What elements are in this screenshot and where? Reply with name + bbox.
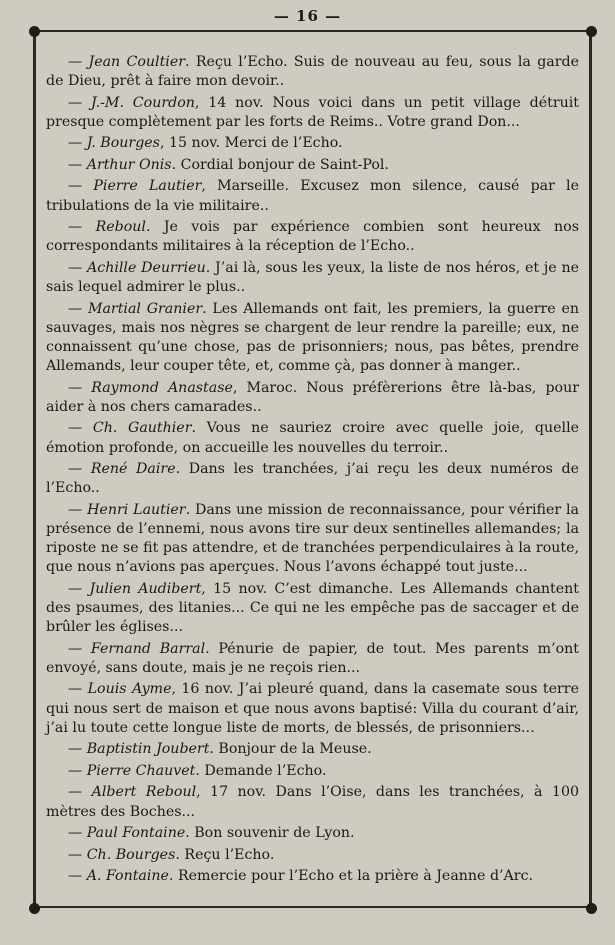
author-name: Baptistin Joubert (86, 741, 210, 758)
author-name: Julien Audibert (89, 580, 202, 597)
letter-text: , Maroc. Nous préfèrerions être là-bas, pour aider à nos chers camarades.. (46, 379, 579, 415)
letter-entry: — Albert Reboul, 17 nov. Dans l’Oise, dans les tranchées, à 100 mètres des Boches... (46, 784, 580, 820)
letter-entry: — Arthur Onis. Cordial bonjour de Saint-Pol. (68, 156, 389, 173)
corner-ornament (586, 903, 597, 914)
author-name: Louis Ayme (87, 681, 172, 698)
letter-entry: — Julien Audibert, 15 nov. C’est dimanche. Les Allemands chantent des psaumes, des litanies... Ce qui ne les empêche pas de saccager et de brûler les églises... (46, 580, 579, 636)
letter-entry: — Ch. Bourges. Reçu l’Echo. (68, 846, 275, 863)
page-number: — 16 — (273, 7, 342, 25)
author-name: Albert Reboul (91, 784, 197, 801)
author-name: Martial Granier (87, 300, 203, 317)
letter-text: . Cordial bonjour de Saint-Pol. (171, 156, 389, 173)
author-name: Arthur Onis (86, 156, 172, 173)
letter-text: , 17 nov. Dans l’Oise, dans les tranchées, à 100 mètres des Boches... (46, 784, 580, 820)
author-name: Jean Coultier (88, 54, 185, 70)
letter-entry: — Baptistin Joubert. Bonjour de la Meuse. (68, 741, 372, 758)
author-name: A. Fontaine (86, 868, 169, 885)
letter-text: , 15 nov. Merci de l’Echo. (159, 135, 343, 152)
letter-text: . Demande l’Echo. (195, 762, 327, 779)
author-name: Pierre Lautier (93, 178, 202, 195)
letter-text: . Remercie pour l’Echo et la prière à Jeanne d’Arc. (168, 868, 534, 885)
letter-text: . Les Allemands ont fait, les premiers, la guerre en sauvages, mais nos nègres se chargent de leur rendre la pareille; eux, ne connaissent qu’une chose, pas de prisonniers; nous, pas bêtes, prendre Allemands, leur couper tête, et, comme çà, pas donner à manger.. (46, 300, 579, 375)
letter-text: , 15 nov. C’est dimanche. Les Allemands chantent des psaumes, des litanies... Ce qui ne les empêche pas de saccager et de brûler les églises... (46, 580, 579, 636)
letter-text: . Je vois par expérience combien sont heureux nos correspondants militaires à la réception de l’Echo.. (46, 219, 579, 255)
author-name: Pierre Chauvet (86, 762, 196, 779)
author-name: Ch. Bourges (86, 846, 176, 863)
letter-entry: — Achille Deurrieu. J’ai là, sous les yeux, la liste de nos héros, et je ne sais lequel admirer le plus.. (46, 259, 579, 296)
letters-column (46, 53, 579, 889)
author-name: Ch. Gauthier (92, 420, 192, 437)
author-name: Raymond Anastase (91, 379, 233, 396)
letter-text: . Reçu l’Echo. (175, 846, 275, 863)
letter-entry: — René Daire. Dans les tranchées, j’ai reçu les deux numéros de l’Echo.. (46, 461, 580, 497)
letter-entry: — J. Bourges, 15 nov. Merci de l’Echo. (68, 135, 343, 152)
letter-entry: — Raymond Anastase, Maroc. Nous préfèrerions être là-bas, pour aider à nos chers camarades.. (46, 379, 579, 415)
letter-entry: — Pierre Chauvet. Demande l’Echo. (68, 762, 327, 779)
letter-text: . Bonjour de la Meuse. (209, 741, 372, 758)
author-name: J.-M. Courdon (91, 94, 195, 111)
letter-text: . Reçu l’Echo. Suis de nouveau au feu, sous la garde de Dieu, prêt à faire mon devoir.. (46, 54, 579, 90)
corner-ornament (29, 903, 40, 914)
author-name: Henri Lautier (87, 501, 186, 518)
letter-entry: — Paul Fontaine. Bon souvenir de Lyon. (68, 825, 355, 842)
letter-text: . Pénurie de papier, de tout. Mes parents m’ont envoyé, sans doute, mais je ne reçois rien... (46, 640, 579, 676)
letter-text: . Dans une mission de reconnaissance, pour vérifier la présence de l’ennemi, nous avons tire sur deux sentinelles allemandes; la riposte ne se fit pas attendre, et de tranchées perpendiculaires à la route, que nous n’avions pas aperçues. Nous l’avons échappé tout juste... (46, 501, 580, 576)
corner-ornament (29, 26, 40, 37)
letter-entry: — A. Fontaine. Remercie pour l’Echo et la prière à Jeanne d’Arc. (68, 868, 534, 885)
author-name: René Daire (90, 461, 176, 478)
letter-text: , Marseille. Excusez mon silence, causé par le tribulations de la vie militaire.. (46, 178, 579, 214)
author-name: Fernand Barral (90, 640, 206, 657)
letter-text: . Bon souvenir de Lyon. (185, 825, 355, 842)
author-name: Paul Fontaine (86, 825, 186, 842)
letter-text: . Vous ne sauriez croire avec quelle joie, quelle émotion profonde, on accueille les nouvelles du terroir.. (46, 420, 580, 456)
letter-entry: — Reboul. Je vois par expérience combien sont heureux nos correspondants militaires à la réception de l’Echo.. (46, 219, 579, 255)
letter-entry: — Henri Lautier. Dans une mission de reconnaissance, pour vérifier la présence de l’ennemi, nous avons tire sur deux sentinelles allemandes; la riposte ne se fit pas attendre, et de tranchées perpendiculaires à la route, que nous n’avions pas aperçues. Nous l’avons échappé tout juste... (46, 501, 580, 576)
letter-entry: — Ch. Gauthier. Vous ne sauriez croire avec quelle joie, quelle émotion profonde, on accueille les nouvelles du terroir.. (46, 420, 580, 456)
letter-entry: — Martial Granier. Les Allemands ont fait, les premiers, la guerre en sauvages, mais nos nègres se chargent de leur rendre la pareille; eux, ne connaissent qu’une chose, pas de prisonniers; nous, pas bêtes, prendre Allemands, leur couper tête, et, comme çà, pas donner à manger.. (46, 300, 579, 375)
letter-entry: — Fernand Barral. Pénurie de papier, de tout. Mes parents m’ont envoyé, sans doute, mais je ne reçois rien... (46, 640, 579, 676)
letter-entry: — Louis Ayme, 16 nov. J’ai pleuré quand, dans la casemate sous terre qui nous sert de maison et que nous avons baptisé: Villa du courant d’air, j’ai lu toute cette longue liste de morts, de blessés, de prisonniers... (46, 681, 579, 736)
author-name: Reboul (95, 219, 146, 236)
letter-text: . J’ai là, sous les yeux, la liste de nos héros, et je ne sais lequel admirer le plus.. (46, 259, 579, 296)
author-name: Achille Deurrieu (87, 259, 206, 276)
letter-entry: — Pierre Lautier, Marseille. Excusez mon silence, causé par le tribulations de la vie militaire.. (46, 178, 579, 214)
letter-text: , 14 nov. Nous voici dans un petit village détruit presque complètement par les forts de Reims.. Votre grand Don... (46, 94, 579, 130)
letter-entry: — Jean Coultier. Reçu l’Echo. Suis de nouveau au feu, sous la garde de Dieu, prêt à faire mon devoir.. (46, 54, 579, 90)
letter-entry: — J.-M. Courdon, 14 nov. Nous voici dans un petit village détruit presque complètement par les forts de Reims.. Votre grand Don... (46, 94, 579, 130)
corner-ornament (586, 26, 597, 37)
author-name: J. Bourges (86, 135, 160, 152)
letter-text: , 16 nov. J’ai pleuré quand, dans la casemate sous terre qui nous sert de maison et que nous avons baptisé: Villa du courant d’air, j’ai lu toute cette longue liste de morts, de blessés, de prisonniers... (46, 681, 579, 736)
letter-text: . Dans les tranchées, j’ai reçu les deux numéros de l’Echo.. (46, 461, 580, 497)
